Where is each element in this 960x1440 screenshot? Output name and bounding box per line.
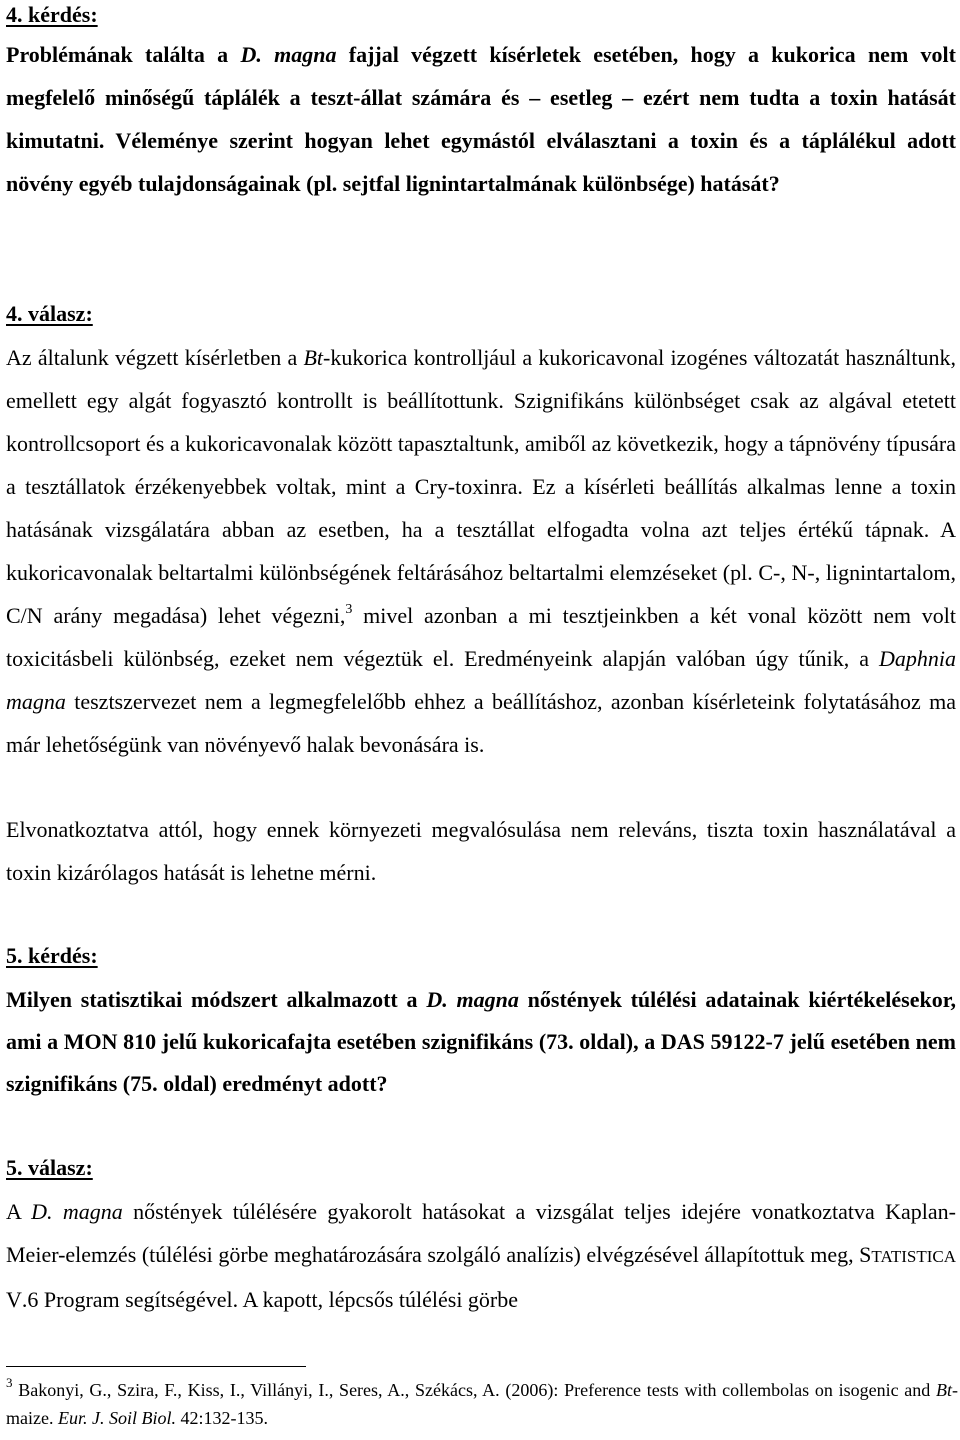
question-5-heading: 5. kérdés: xyxy=(6,943,98,968)
footnote-number: 3 xyxy=(6,1375,13,1390)
footnote-separator xyxy=(6,1366,306,1367)
footnote-reference: 3 xyxy=(345,602,353,617)
question-5-text: Milyen statisztikai módszert alkalmazott a D. magna nőstények túlélési adatainak kiértékelésekor, ami a MON 810 jelű kukoricafajta esetében szignifikáns (73. oldal), a DAS 59122-7 jelű esetében nem szignifikáns (75. oldal) eredményt adott? xyxy=(6,987,956,1096)
answer-4-paragraph-1: Az általunk végzett kísérletben a Bt-kukorica kontrolljául a kukoricavonal izogénes változatát használtunk, emellett egy algát fogyasztó kontrollt is beállítottunk. Szignifikáns különbséget csak az algával etetett kontrollcsoport és a kukoricavonalak között tapasztaltunk, amiből az következik, hogy a tápnövény típusára a tesztállatok érzékenyebbek voltak, mint a Cry-toxinra. Ez a kísérleti beállítás alkalmas lenne a toxin hatásának vizsgálatára abban az esetben, ha a tesztállat elfogadta volna azt teljes értékű tápnak. A kukoricavonalak beltartalmi különbségének feltárásához beltartalmi elemzéseket (pl. C-, N-, lignintartalom, C/N arány megadása) lehet végezni,$^3$ mivel azonban a mi tesztjeinkben a két vonal között nem volt toxicitásbeli különbség, ezeket nem végeztük el. Eredményeink alapján valóban úgy tűnik, a Daphnia magna tesztszervezet nem a legmegfelelőbb ehhez a beállításhoz, azonban kísérleteink folytatásához ma már lehetőségünk van növényevő halak bevonására is. xyxy=(6,345,956,757)
answer-5-text: A D. magna nőstények túlélésére gyakorolt hatásokat a vizsgálat teljes idejére vonatkoztatva Kaplan- Meier-elemzés (túlélési görbe meghatározására szolgáló analízis) elvégzésével állapítottuk meg, STATISTICA V.6 Program segítségével. A kapott, lépcsős túlélési görbe xyxy=(6,1199,956,1312)
question-4-text: Problémának találta a D. magna fajjal végzett kísérletek esetében, hogy a kukorica nem volt megfelelő minőségű táplálék a teszt-állat számára és – esetleg – ezért nem tudta a toxin hatását kimutatni. Véleménye szerint hogyan lehet egymástól elválasztani a toxin és a táplálékul adott növény egyéb tulajdonságainak (pl. sejtfal lignintartalmának különbsége) hatását? xyxy=(6,42,956,196)
answer-5-heading: 5. válasz: xyxy=(6,1155,93,1180)
answer-4-paragraph-2: Elvonatkoztatva attól, hogy ennek környezeti megvalósulása nem releváns, tiszta toxin használatával a toxin kizárólagos hatását is lehetne mérni. xyxy=(6,817,956,885)
footnote: $^3$ Bakonyi, G., Szira, F., Kiss, I., Villányi, I., Seres, A., Székács, A. (2006): Preference tests with collembolas on isogenic and Bt-maize. Eur. J. Soil Biol. 42:132-135. xyxy=(6,1375,958,1428)
answer-4-heading: 4. válasz: xyxy=(6,301,93,326)
question-4-heading: 4. kérdés: xyxy=(6,2,98,27)
